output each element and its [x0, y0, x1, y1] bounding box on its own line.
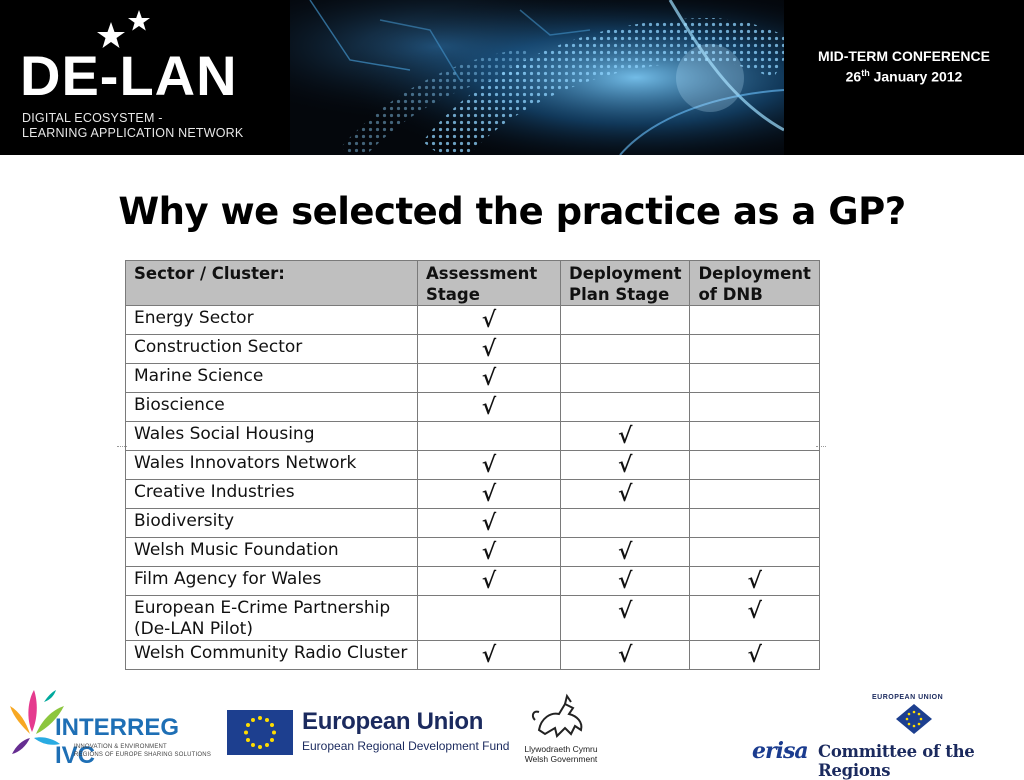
plan-check-icon: √: [561, 422, 690, 451]
conference-date: [784, 68, 1024, 85]
plan-cell: [561, 509, 690, 538]
eu-flag-icon: [227, 710, 293, 755]
erisa-logo: erisa: [752, 738, 808, 764]
eu-fund-name: European Regional Development Fund: [302, 739, 510, 753]
interreg-name: INTERREG IVC: [55, 714, 180, 769]
dnb-cell: [690, 480, 819, 509]
dnb-cell: [690, 509, 819, 538]
welsh-gov-line1: Llywodraeth Cymru: [524, 744, 598, 754]
sector-cell: Film Agency for Wales: [126, 567, 418, 596]
interreg-sub2: REGIONS OF EUROPE SHARING SOLUTIONS: [74, 752, 212, 758]
interreg-sub1: INNOVATION & ENVIRONMENT: [74, 744, 167, 750]
eu-name: European Union: [302, 708, 484, 735]
header-banner: [0, 0, 1024, 155]
conference-info: [784, 0, 1024, 155]
logo-subtitle-line2: LEARNING APPLICATION NETWORK: [22, 126, 244, 140]
committee-of-regions-logo: [752, 692, 1020, 780]
header-deployment-plan-line1: Deployment: [569, 264, 682, 283]
table-row: [126, 364, 820, 393]
sector-line1: European E-Crime Partnership: [134, 598, 391, 618]
header-assessment: [418, 261, 561, 306]
assessment-check-icon: √: [418, 306, 561, 335]
table-row: [126, 596, 820, 641]
conference-month-year: January 2012: [869, 68, 963, 85]
plan-cell: [561, 306, 690, 335]
dnb-cell: [690, 538, 819, 567]
interreg-logo: [8, 688, 223, 769]
table-row: [126, 641, 820, 670]
header-deployment-plan: [561, 261, 690, 306]
plan-check-icon: √: [561, 451, 690, 480]
cor-eu-label: EUROPEAN UNION: [872, 694, 944, 701]
welsh-government-logo: [521, 690, 601, 766]
assessment-cell: [418, 422, 561, 451]
header-deployment-dnb-line2: of DNB: [698, 285, 763, 304]
sector-line2: (De-LAN Pilot): [134, 619, 253, 639]
header-assessment-line2: Stage: [426, 285, 480, 304]
header-sector-label: Sector / Cluster:: [134, 264, 285, 283]
table-row: [126, 538, 820, 567]
table-header-row: [126, 261, 820, 306]
dnb-check-icon: √: [690, 596, 819, 641]
plan-check-icon: √: [561, 567, 690, 596]
dnb-cell: [690, 364, 819, 393]
assessment-check-icon: √: [418, 538, 561, 567]
eu-logo: [227, 706, 519, 758]
plan-check-icon: √: [561, 641, 690, 670]
plan-cell: [561, 393, 690, 422]
header-deployment-dnb: [690, 261, 819, 306]
conference-title: MID-TERM CONFERENCE: [818, 48, 990, 64]
assessment-check-icon: √: [418, 393, 561, 422]
sector-cell: Creative Industries: [126, 480, 418, 509]
slide-title: Why we selected the practice as a GP?: [118, 190, 906, 233]
logo-subtitle-line1: DIGITAL ECOSYSTEM -: [22, 111, 163, 125]
dnb-cell: [690, 393, 819, 422]
header-assessment-line1: Assessment: [426, 264, 538, 283]
welsh-dragon-icon: [521, 690, 601, 742]
plan-check-icon: √: [561, 538, 690, 567]
table-row: [126, 306, 820, 335]
sector-cell: Welsh Music Foundation: [126, 538, 418, 567]
dnb-check-icon: √: [690, 641, 819, 670]
plan-check-icon: √: [561, 480, 690, 509]
sector-cell: Bioscience: [126, 393, 418, 422]
cor-emblem-icon: [896, 704, 932, 734]
conference-day: 26: [845, 68, 862, 85]
dnb-cell: [690, 335, 819, 364]
assessment-check-icon: √: [418, 509, 561, 538]
digital-network-image: [290, 0, 784, 155]
sector-cell: Energy Sector: [126, 306, 418, 335]
table-row: [126, 393, 820, 422]
conference-day-suffix: th: [861, 68, 870, 78]
table-row: [126, 480, 820, 509]
practice-table: [125, 260, 820, 670]
assessment-cell: [418, 596, 561, 641]
assessment-check-icon: √: [418, 641, 561, 670]
sector-cell: Marine Science: [126, 364, 418, 393]
plan-check-icon: √: [561, 596, 690, 641]
assessment-check-icon: √: [418, 480, 561, 509]
sector-cell: Wales Innovators Network: [126, 451, 418, 480]
dnb-cell: [690, 306, 819, 335]
dnb-cell: [690, 451, 819, 480]
table-row: [126, 335, 820, 364]
table-row: [126, 422, 820, 451]
welsh-gov-line2: Welsh Government: [524, 754, 598, 764]
sector-cell: [126, 596, 418, 641]
sector-cell: Welsh Community Radio Cluster: [126, 641, 418, 670]
dnb-check-icon: √: [690, 567, 819, 596]
sector-cell: Construction Sector: [126, 335, 418, 364]
assessment-check-icon: √: [418, 567, 561, 596]
header-deployment-dnb-line1: Deployment: [698, 264, 811, 283]
table-row: [126, 451, 820, 480]
table-row: [126, 509, 820, 538]
logo-title: DE-LAN: [20, 44, 238, 107]
dnb-cell: [690, 422, 819, 451]
header-deployment-plan-line2: Plan Stage: [569, 285, 670, 304]
assessment-check-icon: √: [418, 451, 561, 480]
sector-cell: Biodiversity: [126, 509, 418, 538]
sector-cell: Wales Social Housing: [126, 422, 418, 451]
assessment-check-icon: √: [418, 335, 561, 364]
assessment-check-icon: √: [418, 364, 561, 393]
plan-cell: [561, 364, 690, 393]
delan-logo: [0, 0, 290, 155]
cor-name: Committee of the Regions: [818, 742, 975, 780]
plan-cell: [561, 335, 690, 364]
header-sector: [126, 261, 418, 306]
table-row: [126, 567, 820, 596]
